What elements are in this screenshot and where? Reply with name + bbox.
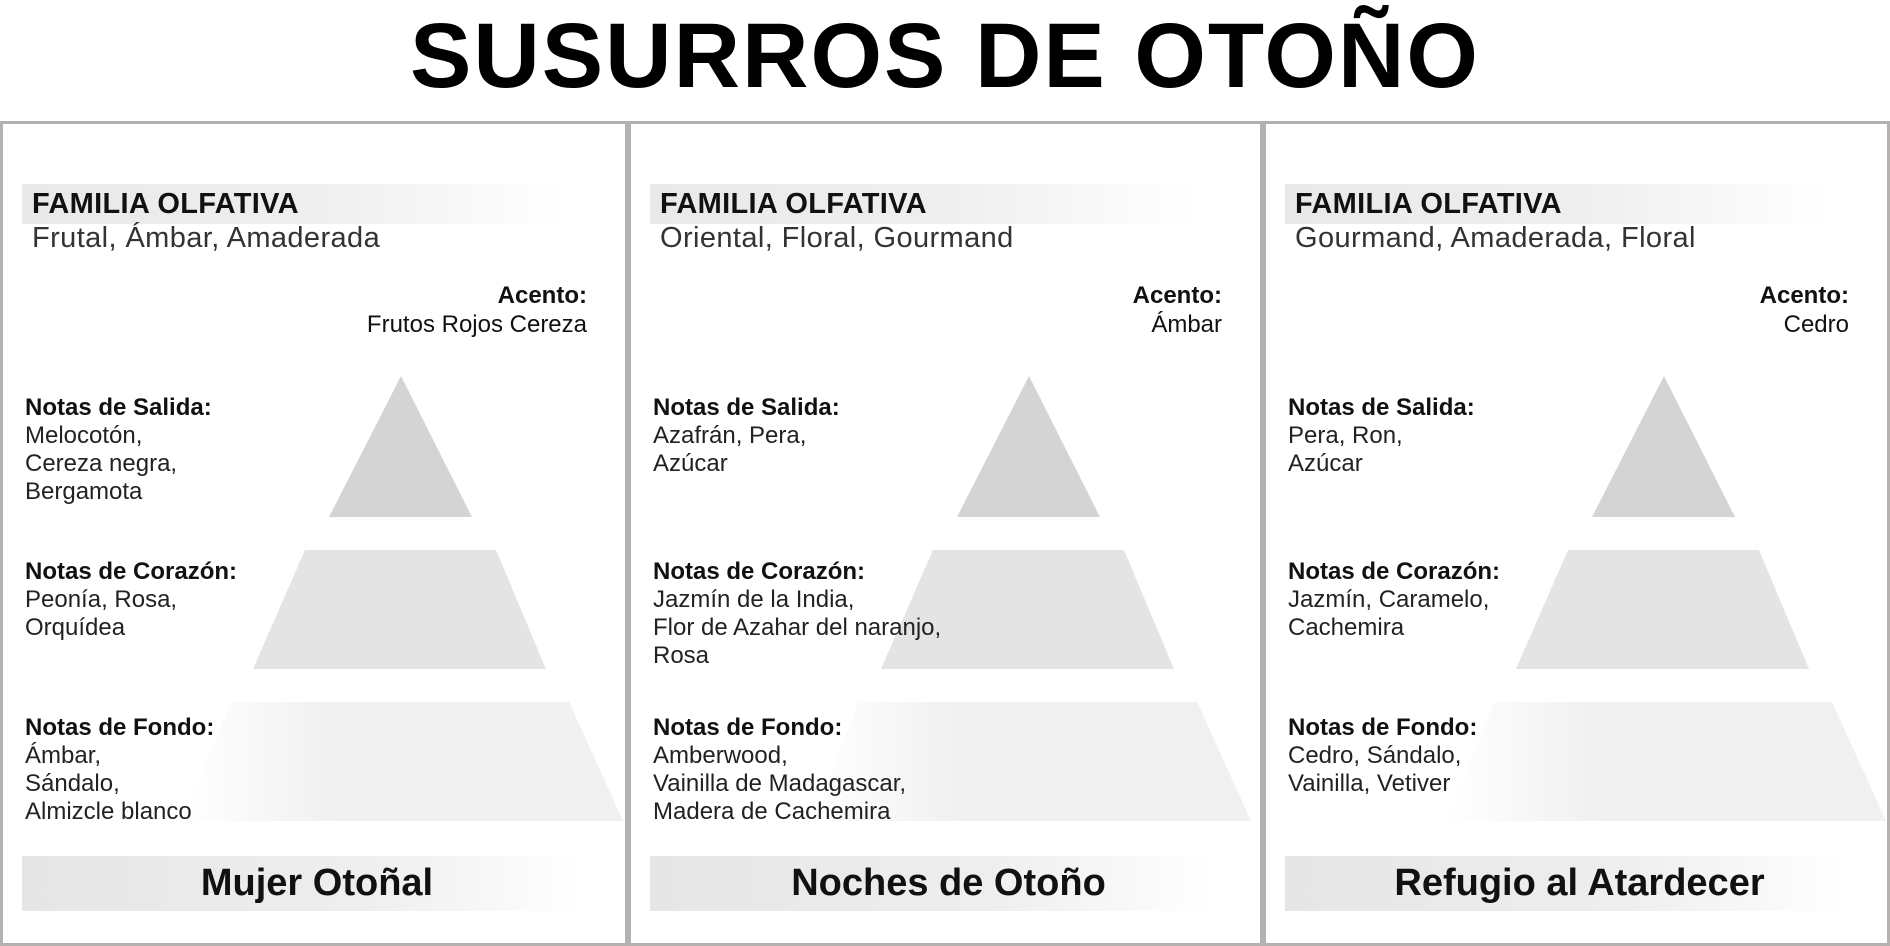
top-note-line: Cereza negra, xyxy=(25,450,178,477)
top-notes xyxy=(653,394,840,478)
accent xyxy=(1133,281,1222,339)
heart-notes xyxy=(653,558,941,670)
pyramid-top-tier xyxy=(957,376,1100,517)
family-label: FAMILIA OLFATIVA xyxy=(32,188,299,220)
base-notes xyxy=(25,714,214,826)
accent-label: Acento: xyxy=(1132,282,1222,309)
heart-note-line: Rosa xyxy=(653,642,710,669)
top-note-line: Azafrán, Pera, xyxy=(653,422,807,449)
heart-note-line: Jazmín de la India, xyxy=(653,586,855,613)
pyramid-top-tier xyxy=(1592,376,1735,517)
pyramid-top-tier xyxy=(329,376,472,517)
base-note-line: Almizcle blanco xyxy=(25,798,192,825)
pyramid-base-tier xyxy=(183,702,623,821)
accent-label: Acento: xyxy=(1759,282,1849,309)
top-notes-label: Notas de Salida: xyxy=(1288,394,1475,421)
pyramid-middle-tier xyxy=(1516,550,1809,669)
pyramid-base-tier xyxy=(1446,702,1886,821)
base-note-line: Amberwood, xyxy=(653,742,788,769)
family-value: Gourmand, Amaderada, Floral xyxy=(1295,222,1696,254)
base-note-line: Vainilla, Vetiver xyxy=(1288,770,1451,797)
fragrance-panel xyxy=(0,121,628,946)
base-note-line: Madera de Cachemira xyxy=(653,798,891,825)
heart-notes-label: Notas de Corazón: xyxy=(653,558,866,585)
top-note-line: Bergamota xyxy=(25,478,143,505)
base-notes-label: Notas de Fondo: xyxy=(1288,714,1478,741)
heart-note-line: Orquídea xyxy=(25,614,126,641)
base-note-line: Vainilla de Madagascar, xyxy=(653,770,907,797)
top-note-line: Melocotón, xyxy=(25,422,143,449)
fragrance-name: Mujer Otoñal xyxy=(200,862,434,904)
top-note-line: Pera, Ron, xyxy=(1288,422,1403,449)
top-notes-label: Notas de Salida: xyxy=(25,394,212,421)
heart-note-line: Flor de Azahar del naranjo, xyxy=(653,614,942,641)
top-notes-label: Notas de Salida: xyxy=(653,394,840,421)
fragrance-name: Refugio al Atardecer xyxy=(1394,862,1765,904)
accent-value: Ámbar xyxy=(1151,311,1222,338)
top-notes xyxy=(1288,394,1475,478)
base-note-line: Ámbar, xyxy=(25,742,102,769)
family-value: Oriental, Floral, Gourmand xyxy=(660,222,1014,254)
page-title: SUSURROS DE OTOÑO xyxy=(410,5,1480,107)
heart-notes xyxy=(1288,558,1500,642)
heart-note-line: Peonía, Rosa, xyxy=(25,586,178,613)
base-note-line: Cedro, Sándalo, xyxy=(1288,742,1462,769)
heart-note-line: Jazmín, Caramelo, xyxy=(1288,586,1490,613)
fragrance-panel xyxy=(628,121,1263,946)
fragrance-name: Noches de Otoño xyxy=(791,862,1106,904)
family-value: Frutal, Ámbar, Amaderada xyxy=(32,222,381,254)
base-notes-label: Notas de Fondo: xyxy=(25,714,215,741)
base-notes xyxy=(653,714,906,826)
family-label: FAMILIA OLFATIVA xyxy=(660,188,927,220)
base-notes-label: Notas de Fondo: xyxy=(653,714,843,741)
accent xyxy=(1760,281,1849,339)
family-label: FAMILIA OLFATIVA xyxy=(1295,188,1562,220)
heart-notes xyxy=(25,558,237,642)
accent-value: Frutos Rojos Cereza xyxy=(366,311,587,338)
heart-notes-label: Notas de Corazón: xyxy=(1288,558,1501,585)
top-notes xyxy=(25,394,212,506)
top-note-line: Azúcar xyxy=(653,450,728,477)
accent-value: Cedro xyxy=(1783,311,1849,338)
base-note-line: Sándalo, xyxy=(25,770,120,797)
fragrance-panel xyxy=(1263,121,1890,946)
pyramid-middle-tier xyxy=(253,550,546,669)
heart-notes-label: Notas de Corazón: xyxy=(25,558,238,585)
panels-container xyxy=(0,121,1890,945)
top-note-line: Azúcar xyxy=(1288,450,1363,477)
accent-label: Acento: xyxy=(497,282,587,309)
base-notes xyxy=(1288,714,1477,798)
accent xyxy=(367,281,587,339)
heart-note-line: Cachemira xyxy=(1288,614,1405,641)
